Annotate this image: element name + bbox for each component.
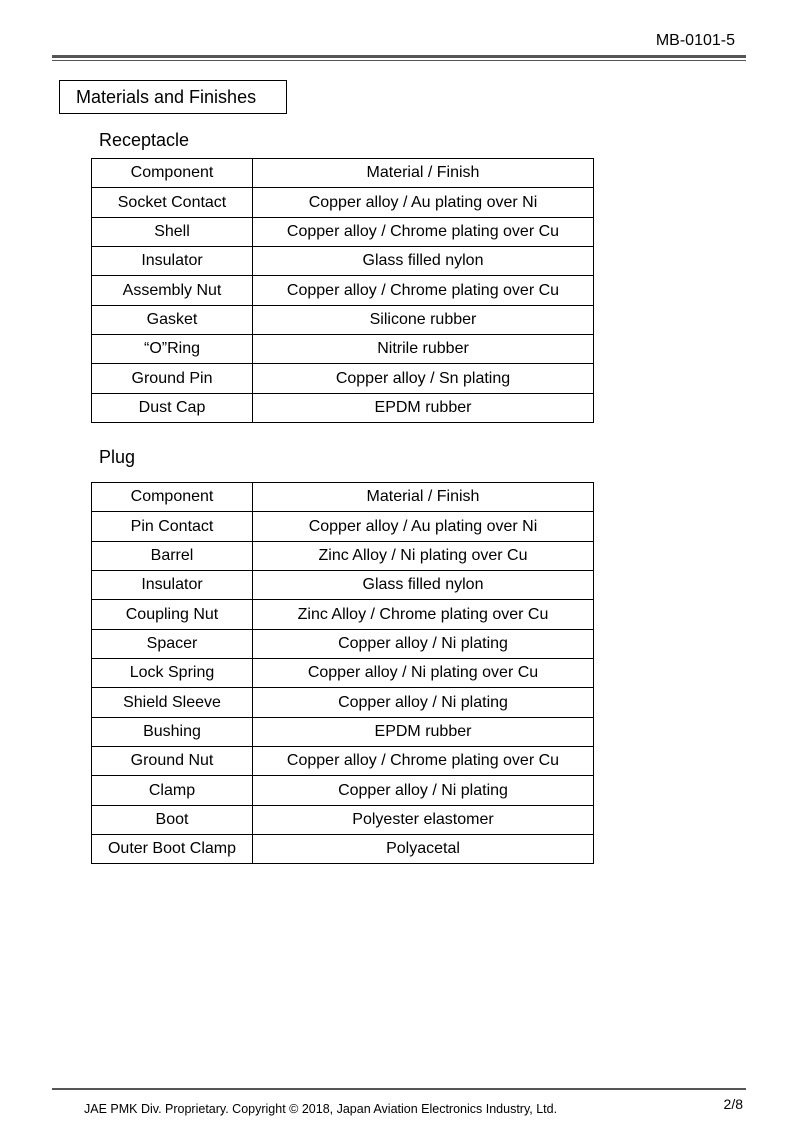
section-title: Materials and Finishes — [59, 80, 287, 114]
material-cell: Polyacetal — [253, 835, 594, 864]
component-cell: Clamp — [92, 776, 253, 805]
material-cell: EPDM rubber — [253, 393, 594, 422]
table-row — [92, 629, 594, 658]
component-cell: Outer Boot Clamp — [92, 835, 253, 864]
table-row — [92, 659, 594, 688]
component-cell: Dust Cap — [92, 393, 253, 422]
material-cell: EPDM rubber — [253, 717, 594, 746]
material-cell: Zinc Alloy / Chrome plating over Cu — [253, 600, 594, 629]
component-cell: Gasket — [92, 305, 253, 334]
table-row — [92, 393, 594, 422]
document-id: MB-0101-5 — [655, 32, 735, 49]
material-cell: Copper alloy / Chrome plating over Cu — [253, 217, 594, 246]
component-cell: Insulator — [92, 571, 253, 600]
material-cell: Copper alloy / Ni plating — [253, 776, 594, 805]
material-cell: Copper alloy / Au plating over Ni — [253, 188, 594, 217]
page-number: 2/8 — [723, 1096, 743, 1112]
table-row — [92, 305, 594, 334]
material-cell: Copper alloy / Ni plating — [253, 688, 594, 717]
table-row — [92, 747, 594, 776]
footer-rule — [52, 1088, 746, 1090]
table-row — [92, 364, 594, 393]
table-row — [92, 776, 594, 805]
material-cell: Zinc Alloy / Ni plating over Cu — [253, 541, 594, 570]
material-cell: Glass filled nylon — [253, 247, 594, 276]
material-cell: Copper alloy / Ni plating over Cu — [253, 659, 594, 688]
component-cell: Socket Contact — [92, 188, 253, 217]
material-cell: Silicone rubber — [253, 305, 594, 334]
table-row — [92, 805, 594, 834]
component-cell: Barrel — [92, 541, 253, 570]
table-row — [92, 512, 594, 541]
column-header: Component — [92, 159, 253, 188]
receptacle-heading: Receptacle — [99, 130, 190, 150]
receptacle-table — [91, 158, 594, 423]
table-row — [92, 835, 594, 864]
receptacle-table-body — [92, 159, 594, 423]
component-cell: “O”Ring — [92, 335, 253, 364]
component-cell: Coupling Nut — [92, 600, 253, 629]
component-cell: Ground Nut — [92, 747, 253, 776]
component-cell: Ground Pin — [92, 364, 253, 393]
material-cell: Copper alloy / Au plating over Ni — [253, 512, 594, 541]
component-cell: Bushing — [92, 717, 253, 746]
component-cell: Insulator — [92, 247, 253, 276]
table-header-row — [92, 159, 594, 188]
table-row — [92, 717, 594, 746]
table-row — [92, 247, 594, 276]
material-cell: Nitrile rubber — [253, 335, 594, 364]
plug-heading: Plug — [99, 447, 136, 467]
component-cell: Shield Sleeve — [92, 688, 253, 717]
material-cell: Glass filled nylon — [253, 571, 594, 600]
column-header: Material / Finish — [253, 483, 594, 512]
table-row — [92, 571, 594, 600]
material-cell: Copper alloy / Chrome plating over Cu — [253, 747, 594, 776]
table-row — [92, 600, 594, 629]
table-header-row — [92, 483, 594, 512]
table-row — [92, 688, 594, 717]
plug-table — [91, 482, 594, 864]
material-cell: Copper alloy / Ni plating — [253, 629, 594, 658]
table-row — [92, 217, 594, 246]
component-cell: Spacer — [92, 629, 253, 658]
component-cell: Assembly Nut — [92, 276, 253, 305]
material-cell: Copper alloy / Sn plating — [253, 364, 594, 393]
component-cell: Shell — [92, 217, 253, 246]
component-cell: Lock Spring — [92, 659, 253, 688]
footer-copyright: JAE PMK Div. Proprietary. Copyright © 2018, Japan Aviation Electronics Industry, Ltd. — [84, 1102, 558, 1116]
table-row — [92, 276, 594, 305]
column-header: Component — [92, 483, 253, 512]
component-cell: Pin Contact — [92, 512, 253, 541]
material-cell: Polyester elastomer — [253, 805, 594, 834]
component-cell: Boot — [92, 805, 253, 834]
table-row — [92, 335, 594, 364]
plug-table-body — [92, 483, 594, 864]
material-cell: Copper alloy / Chrome plating over Cu — [253, 276, 594, 305]
header-rule — [52, 55, 746, 61]
column-header: Material / Finish — [253, 159, 594, 188]
table-row — [92, 188, 594, 217]
table-row — [92, 541, 594, 570]
